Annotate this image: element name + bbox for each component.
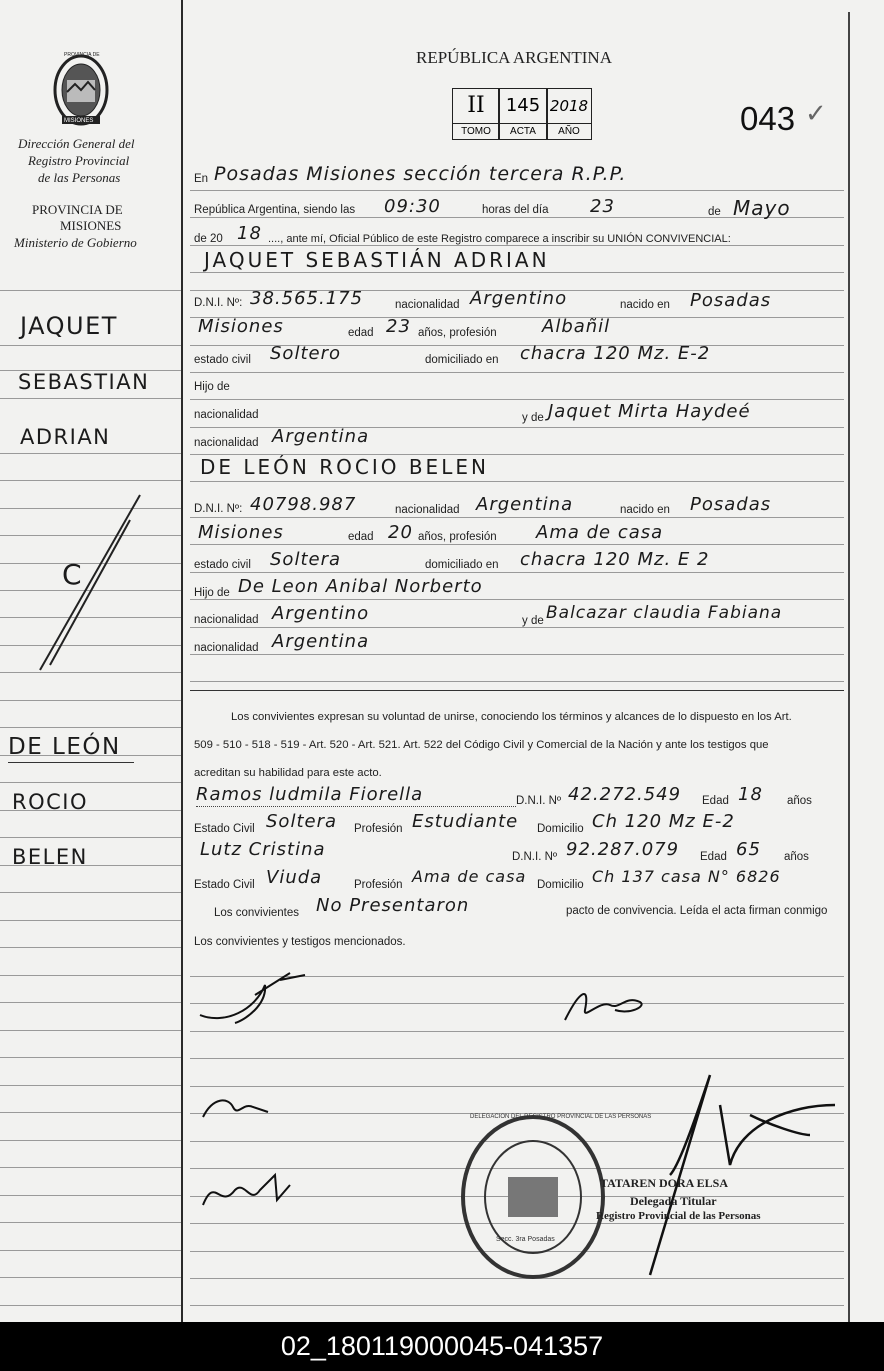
pact-label-b: pacto de convivencia. Leída el acta firman conmigo [566,905,828,917]
w1-age-label: Edad [702,795,729,807]
w1-prof-label: Profesión [354,823,403,835]
p2-nat-label: nacionalidad [395,504,460,516]
p2-age-label: edad [348,531,374,543]
agency-line-2: Registro Provincial [28,153,130,168]
p1-nat3-value: Argentina [272,426,370,447]
official-title: Delegada Titular [630,1194,717,1208]
p1-mother-value: Jaquet Mirta Haydeé [548,401,751,422]
country-title: REPÚBLICA ARGENTINA [416,48,612,67]
p2-nat2-value: Argentino [272,603,370,624]
w1-years-label: años [787,795,812,807]
tomo-value: II [467,93,485,118]
p2-dni-value: 40798.987 [250,494,357,515]
margin-name1-line2: SEBASTIAN [18,370,150,394]
p1-nat-label: nacionalidad [395,299,460,311]
ministry-line: Ministerio de Gobierno [14,235,137,250]
agency-line-3: de las Personas [38,170,121,185]
p2-child-label: Hijo de [194,587,230,599]
p1-nat2-label: nacionalidad [194,409,259,421]
p1-nat3-label: nacionalidad [194,437,259,449]
p1-dni-label: D.N.I. Nº: [194,297,243,309]
p1-age-label: edad [348,327,374,339]
en-label: En [194,173,209,185]
legal-paragraph-line2: 509 - 510 - 518 - 519 - Art. 520 - Art. 521. Art. 522 del Código Civil y Comercial de la Nación y ante los testigos que [194,739,769,751]
time-label-a: República Argentina, siendo las [194,204,356,216]
logo-top-text: PROVINCIA DE [64,52,100,58]
month-label: de [708,206,721,218]
p1-civil-value: Soltero [270,343,341,364]
p1-dni-value: 38.565.175 [250,288,364,309]
p1-nat-value: Argentino [470,288,568,309]
w1-dni-value: 42.272.549 [568,784,682,805]
check-mark: ✓ [805,98,827,128]
p2-nat3-value: Argentina [272,631,370,652]
w1-civil-value: Soltera [266,811,338,832]
official-office: Registro Provincial de las Personas [596,1210,761,1222]
tomo-label: TOMO [453,123,499,139]
p1-addr-label: domiciliado en [425,354,499,366]
p1-prof-label: años, profesión [418,327,497,339]
acta-label: ACTA [499,123,547,139]
official-name: TATAREN DORA ELSA [600,1176,729,1190]
signature-deleon [555,980,655,1030]
p2-civil-value: Soltera [270,549,342,570]
w1-addr-label: Domicilio [537,823,584,835]
stamp-inner-text: Secc. 3ra Posadas [496,1236,555,1243]
time-label-b: horas del día [482,204,549,216]
p1-born-label: nacido en [620,299,670,311]
closing-line: Los convivientes y testigos mencionados. [194,936,406,948]
w1-age-value: 18 [738,784,763,805]
p2-prof-value: Ama de casa [536,522,664,543]
person1-name: JAQUET SEBASTIÁN ADRIAN [204,248,550,272]
p1-addr-value: chacra 120 Mz. E-2 [520,343,711,364]
logo-bottom-text: MISIONES [64,118,94,124]
pact-value: No Presentaron [316,895,470,916]
margin-name1-line3: ADRIAN [20,425,111,449]
place-value: Posadas Misiones sección tercera R.P.P. [214,163,627,185]
w2-addr-label: Domicilio [537,879,584,891]
w1-prof-value: Estudiante [412,811,519,832]
w2-prof-label: Profesión [354,879,403,891]
w2-civil-value: Viuda [266,867,323,888]
w1-addr-value: Ch 120 Mz E-2 [592,811,735,832]
left-margin-column [0,0,183,1322]
p1-civil-label: estado civil [194,354,251,366]
p1-child-label: Hijo de [194,381,230,393]
day-value: 23 [590,196,615,217]
w2-civil-label: Estado Civil [194,879,255,891]
witness2-name: Lutz Cristina [200,839,326,860]
w2-age-value: 65 [736,839,761,860]
year-label-b: ...., ante mí, Oficial Público de este Registro comparece a inscribir su UNIÓN CONVIVENCIAL: [268,233,731,245]
p2-nat2-label: nacionalidad [194,614,259,626]
legal-paragraph-line3: acreditan su habilidad para este acto. [194,767,382,779]
margin-c-mark: C [62,558,84,591]
w2-dni-value: 92.287.079 [566,839,680,860]
p2-dni-label: D.N.I. Nº: [194,503,243,515]
month-value: Mayo [733,196,791,220]
agency-line-1: Dirección General del [18,136,135,151]
province-line-2: MISIONES [60,218,122,233]
page-binding-edge [848,12,850,1322]
p1-born-value-2: Misiones [198,316,284,337]
ano-label: AÑO [547,123,591,139]
year-label-a: de 20 [194,233,223,245]
stamp-ring-text: DELEGACION DEL REGISTRO PROVINCIAL DE LAS PERSONAS [470,1114,652,1120]
person2-name: DE LEÓN ROCIO BELEN [200,455,489,479]
margin-name2-line1: DE LEÓN [8,734,121,760]
p2-addr-label: domiciliado en [425,559,499,571]
p2-prof-label: años, profesión [418,531,497,543]
signature-witness2 [195,1165,305,1220]
w2-years-label: años [784,851,809,863]
p2-born-value: Posadas [690,494,772,515]
w2-dni-label: D.N.I. Nº [512,851,558,863]
province-line-1: PROVINCIA DE [32,202,123,217]
w1-civil-label: Estado Civil [194,823,255,835]
p1-born-value: Posadas [690,290,772,311]
ano-value: 2018 [549,97,589,115]
time-value: 09:30 [384,196,441,217]
p2-civil-label: estado civil [194,559,251,571]
p1-prof-value: Albañil [542,316,611,337]
acta-value: 145 [505,95,541,116]
page-number: 043 [740,100,796,137]
document-id-footer: 02_180119000045-041357 [0,1322,884,1371]
p2-born-label: nacido en [620,504,670,516]
ano-box [546,88,592,140]
p2-born-value-2: Misiones [198,522,284,543]
p2-nat-value: Argentina [476,494,574,515]
p2-mother-label: y de [522,615,544,627]
p1-mother-label: y de [522,412,544,424]
p2-addr-value: chacra 120 Mz. E 2 [520,549,710,570]
pact-label-a: Los convivientes [214,907,300,919]
p2-father-value: De Leon Anibal Norberto [238,576,483,597]
margin-name2-line2: ROCIO [12,790,89,814]
p1-age-value: 23 [386,316,411,337]
signature-witness1 [198,1092,278,1132]
p2-age-value: 20 [388,522,413,543]
p2-mother-value: Balcazar claudia Fabiana [546,603,783,623]
w2-age-label: Edad [700,851,727,863]
margin-name1-line1: JAQUET [20,312,118,340]
tomo-box [452,88,500,140]
w2-addr-value: Ch 137 casa N° 6826 [592,867,781,886]
w1-dni-label: D.N.I. Nº [516,795,562,807]
legal-paragraph-line1: Los convivientes expresan su voluntad de unirse, conociendo los términos y alcances de lo dispuesto en los Art. [231,711,792,723]
p2-nat3-label: nacionalidad [194,642,259,654]
cancel-slash-marks [30,490,150,680]
w2-prof-value: Ama de casa [412,867,527,886]
year-value: 18 [237,223,262,244]
margin-name2-line3: BELEN [12,845,88,869]
registry-stamp [458,1112,608,1282]
witness1-name: Ramos ludmila Fiorella [196,784,424,805]
signature-jaquet [195,965,335,1030]
acta-box [498,88,548,140]
